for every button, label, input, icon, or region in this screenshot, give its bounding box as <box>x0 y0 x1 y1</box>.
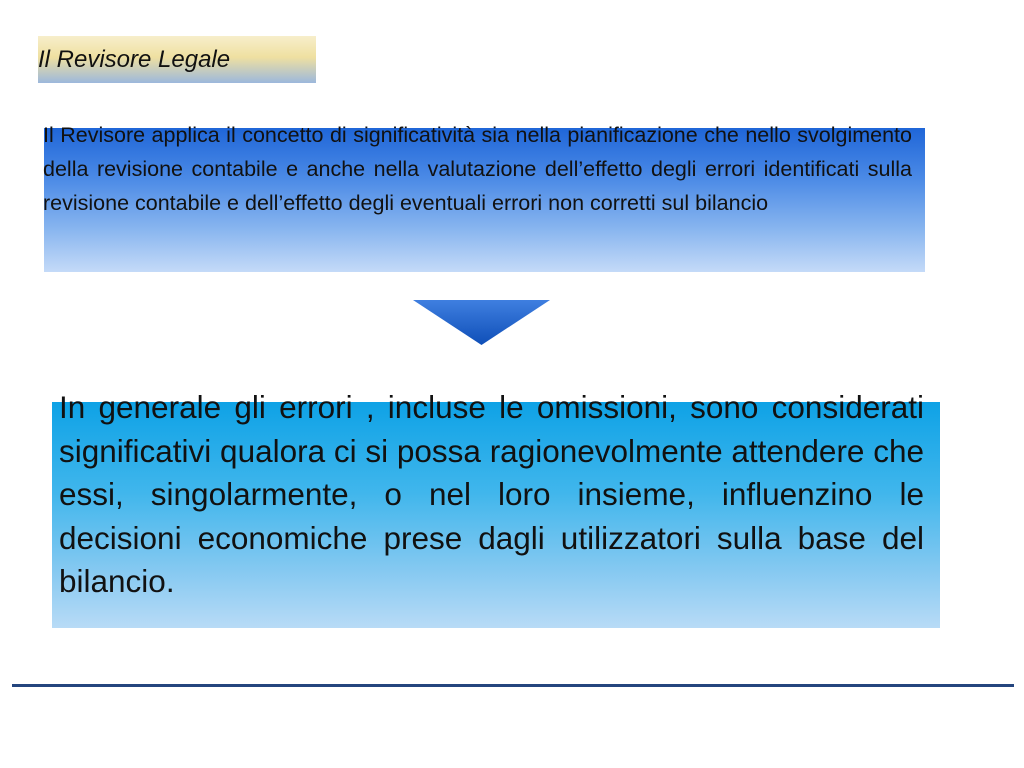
down-triangle-arrow-icon <box>411 298 552 348</box>
slide-title: Il Revisore Legale <box>38 46 231 73</box>
footer-divider <box>12 684 1014 687</box>
definition-paragraph: In generale gli errori , incluse le omissioni, sono considerati significativi qualora ci si possa ragionevolmente attendere che essi, singolarmente, o nel loro insieme, influenzino le decisioni economiche prese dagli utilizzatori sulla base del bilancio. <box>59 389 924 599</box>
intro-paragraph: Il Revisore applica il concetto di significatività sia nella pianificazione che nello svolgimento della revisione contabile e anche nella valutazione dell’effetto degli errori identificati sulla revisione contabile e dell’effetto degli eventuali errori non corretti sul bilancio <box>43 123 912 215</box>
